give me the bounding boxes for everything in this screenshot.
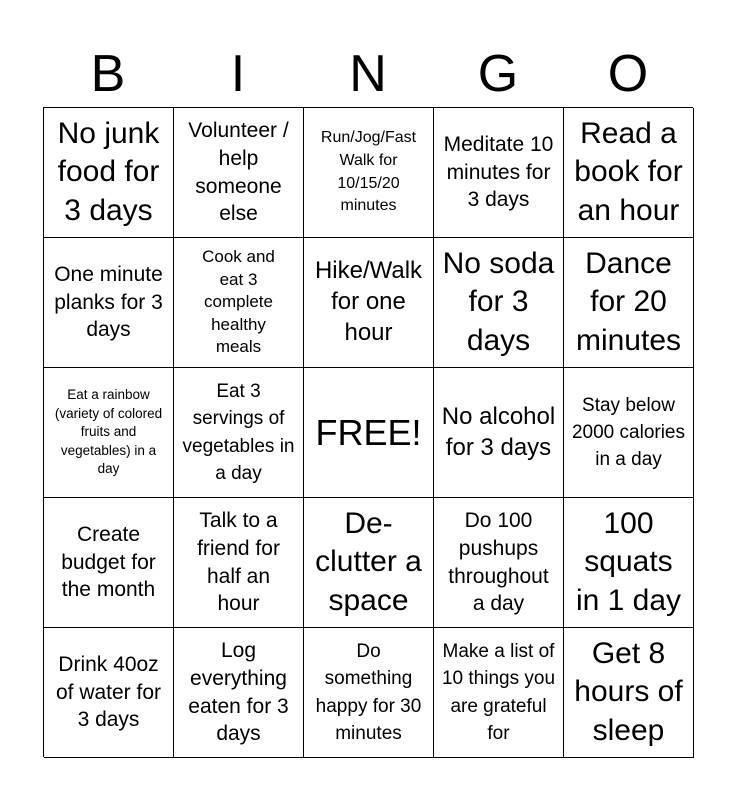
- bingo-cell-r1-c4[interactable]: [434, 108, 564, 238]
- bingo-cell-r2-c4[interactable]: [434, 238, 564, 368]
- header-letter-g: G: [477, 45, 519, 103]
- bingo-cell-r1-c2[interactable]: [174, 108, 304, 238]
- bingo-cell-r3-c2[interactable]: [174, 368, 304, 498]
- cell-text: One minute planks for 3 days: [54, 262, 163, 342]
- bingo-cell-r1-c3[interactable]: [304, 108, 434, 238]
- cell-text: Stay below 2000 calories in a day: [571, 394, 686, 471]
- cell-text: Drink 40oz of water for 3 days: [55, 652, 162, 732]
- bingo-cell-r5-c2[interactable]: [174, 628, 304, 758]
- bingo-cell-r4-c5[interactable]: [564, 498, 694, 628]
- cell-text: Talk to a friend for half an hour: [197, 508, 280, 616]
- cell-text: Volunteer / help someone else: [188, 118, 289, 226]
- bingo-cell-r1-c5[interactable]: [564, 108, 694, 238]
- bingo-cell-r2-c2[interactable]: [174, 238, 304, 368]
- bingo-cell-r2-c1[interactable]: [44, 238, 174, 368]
- cell-text: Log everything eaten for 3 days: [188, 638, 289, 746]
- bingo-cell-r4-c4[interactable]: [434, 498, 564, 628]
- header-letter-b: B: [90, 45, 126, 103]
- cell-text: Make a list of 10 things you are grateful for: [441, 641, 556, 744]
- cell-text: Hike/Walk for one hour: [314, 257, 423, 346]
- header-letter-i: I: [230, 45, 246, 103]
- bingo-header: [43, 40, 693, 108]
- bingo-cell-r4-c1[interactable]: [44, 498, 174, 628]
- header-letter-o: O: [607, 45, 649, 103]
- cell-text: 100 squats in 1 day: [575, 506, 682, 617]
- bingo-cell-r5-c1[interactable]: [44, 628, 174, 758]
- cell-text: Do something happy for 30 minutes: [315, 641, 422, 744]
- cell-text: Read a book for an hour: [574, 116, 683, 227]
- cell-text: Run/Jog/Fast Walk for 10/15/20 minutes: [320, 129, 417, 215]
- bingo-cell-r3-c1[interactable]: [44, 368, 174, 498]
- cell-text: Eat 3 servings of vegetables in a day: [182, 381, 295, 484]
- cell-text: Eat a rainbow (variety of colored fruits and vegetables) in a day: [54, 386, 163, 477]
- bingo-cell-r4-c3[interactable]: [304, 498, 434, 628]
- header-letter-n: N: [349, 45, 387, 103]
- bingo-cell-r2-c3[interactable]: [304, 238, 434, 368]
- cell-text-free: FREE!: [315, 411, 422, 453]
- bingo-grid: [43, 107, 693, 757]
- cell-text: Do 100 pushups throughout a day: [448, 508, 549, 616]
- cell-text: No alcohol for 3 days: [441, 402, 556, 461]
- cell-text: Get 8 hours of sleep: [574, 636, 683, 747]
- cell-text: Create budget for the month: [61, 522, 156, 602]
- bingo-cell-r3-c3[interactable]: [304, 368, 434, 498]
- cell-text: De-clutter a space: [315, 506, 422, 617]
- cell-text: Dance for 20 minutes: [575, 246, 682, 357]
- cell-text: Meditate 10 minutes for 3 days: [443, 132, 554, 212]
- bingo-cell-r1-c1[interactable]: [44, 108, 174, 238]
- cell-text: Cook and eat 3 complete healthy meals: [202, 246, 275, 357]
- bingo-cell-r5-c3[interactable]: [304, 628, 434, 758]
- cell-text: No junk food for 3 days: [57, 116, 160, 227]
- bingo-cell-r4-c2[interactable]: [174, 498, 304, 628]
- bingo-cell-r3-c4[interactable]: [434, 368, 564, 498]
- bingo-cell-r2-c5[interactable]: [564, 238, 694, 368]
- bingo-cell-r5-c5[interactable]: [564, 628, 694, 758]
- bingo-cell-r3-c5[interactable]: [564, 368, 694, 498]
- bingo-cell-r5-c4[interactable]: [434, 628, 564, 758]
- cell-text: No soda for 3 days: [442, 246, 555, 357]
